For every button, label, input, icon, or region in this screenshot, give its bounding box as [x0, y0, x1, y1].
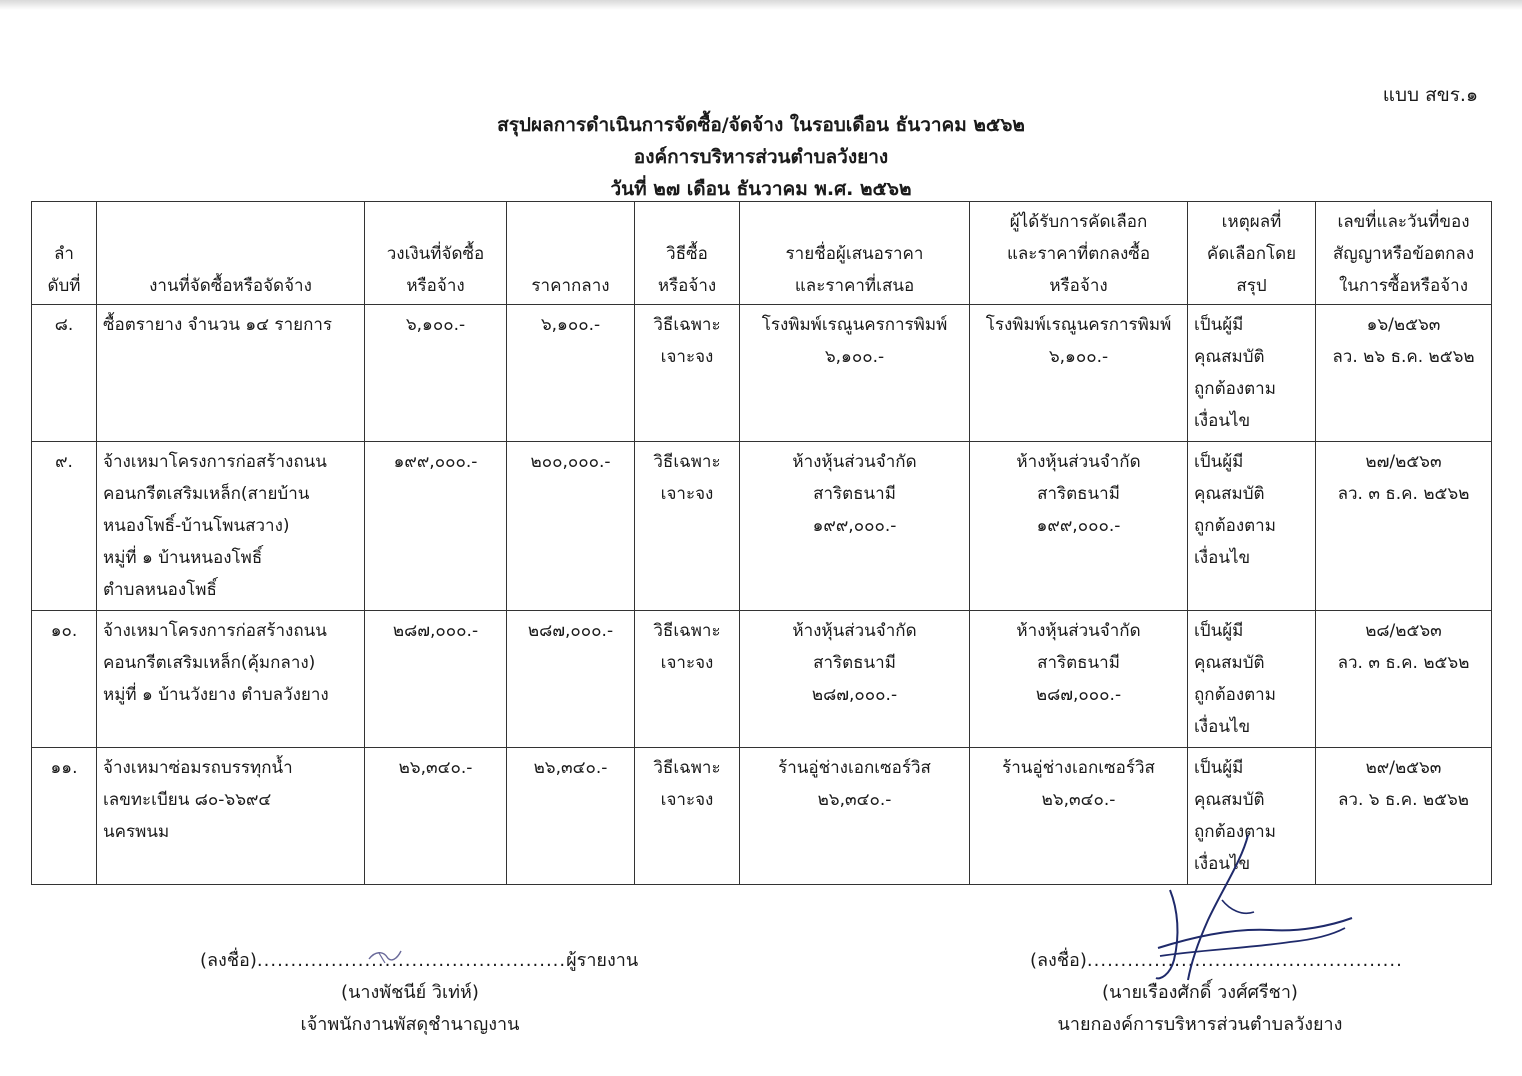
- header-reason-line: คัดเลือกโดย: [1206, 244, 1297, 264]
- item-number-line: ๑๑.: [50, 758, 78, 778]
- header-bidders-line: รายชื่อผู้เสนอราคา: [785, 244, 924, 264]
- header-selected-line: ผู้ได้รับการคัดเลือก: [1009, 212, 1148, 232]
- work-description-line: คอนกรีตเสริมเหล็ก(คุ้มกลาง): [103, 653, 316, 673]
- contract-reference-line: ๒๘/๒๕๖๓: [1365, 621, 1442, 641]
- budget-amount-line: ๑๙๙,๐๐๐.-: [393, 452, 478, 472]
- selected-vendor-line: สาริตธนามี: [1037, 653, 1120, 673]
- bidders-and-prices-line: ห้างหุ้นส่วนจำกัด: [792, 621, 917, 641]
- header-work: [97, 202, 365, 305]
- median-price-line: ๒๐๐,๐๐๐.-: [530, 452, 611, 472]
- work-description: [97, 305, 365, 442]
- reporter-position: เจ้าพนักงานพัสดุชำนาญงาน: [300, 1014, 520, 1035]
- budget-amount: [365, 442, 507, 611]
- contract-reference-line: ลว. ๒๖ ธ.ค. ๒๕๖๒: [1332, 347, 1475, 367]
- item-number-line: ๙.: [55, 452, 73, 472]
- selection-reason-line: เงื่อนไข: [1194, 548, 1251, 568]
- document-title: สรุปผลการดำเนินการจัดซื้อ/จัดจ้าง ในรอบเดือน ธันวาคม ๒๕๖๒: [497, 114, 1025, 136]
- median-price-line: ๒๖,๓๔๐.-: [533, 758, 608, 778]
- selection-reason-line: ถูกต้องตาม: [1194, 379, 1276, 399]
- bidders-and-prices-line: ร้านอู่ช่างเอกเซอร์วิส: [778, 758, 931, 778]
- selected-vendor-line: ร้านอู่ช่างเอกเซอร์วิส: [1002, 758, 1155, 778]
- header-budget-line: หรือจ้าง: [406, 276, 465, 296]
- header-reason-line: เหตุผลที่: [1221, 212, 1282, 232]
- selection-reason-line: เป็นผู้มี: [1194, 452, 1244, 472]
- header-method-line: วิธีซื้อ: [666, 244, 708, 264]
- procurement-method: [635, 611, 740, 748]
- procurement-method: [635, 748, 740, 885]
- approver-position: นายกองค์การบริหารส่วนตำบลวังยาง: [1057, 1014, 1343, 1035]
- table-row: [32, 305, 1492, 442]
- header-budget: [365, 202, 507, 305]
- document-date: วันที่ ๒๗ เดือน ธันวาคม พ.ศ. ๒๕๖๒: [610, 178, 912, 200]
- item-number: [32, 748, 97, 885]
- signature-dots: ...............................................: [1086, 950, 1403, 971]
- selection-reason-line: เป็นผู้มี: [1194, 758, 1244, 778]
- work-description: [97, 748, 365, 885]
- bidders-and-prices-line: ห้างหุ้นส่วนจำกัด: [792, 452, 917, 472]
- selection-reason-line: คุณสมบัติ: [1194, 790, 1265, 810]
- bidders-and-prices: [740, 748, 970, 885]
- median-price-line: ๒๘๗,๐๐๐.-: [527, 621, 614, 641]
- selection-reason-line: คุณสมบัติ: [1194, 347, 1265, 367]
- reporter-sign-line: [200, 945, 639, 977]
- bidders-and-prices-line: โรงพิมพ์เรณูนครการพิมพ์: [761, 315, 948, 335]
- bidders-and-prices-line: ๒๖,๓๔๐.-: [817, 790, 892, 810]
- contract-reference: [1316, 305, 1492, 442]
- procurement-table: [31, 201, 1492, 885]
- reporter-signature-block: [200, 945, 639, 1041]
- header-no-line: ดับที่: [47, 276, 81, 296]
- header-reason-line: สรุป: [1236, 276, 1267, 296]
- median-price: [507, 305, 635, 442]
- scan-edge: [0, 0, 1522, 10]
- selected-vendor: [970, 305, 1188, 442]
- selection-reason: [1188, 305, 1316, 442]
- selection-reason-line: เงื่อนไข: [1194, 717, 1251, 737]
- work-description-line: ซื้อตรายาง จำนวน ๑๔ รายการ: [103, 315, 333, 335]
- selected-vendor: [970, 611, 1188, 748]
- procurement-method-line: เจาะจง: [660, 347, 714, 367]
- procurement-method-line: วิธีเฉพาะ: [653, 758, 721, 778]
- bidders-and-prices-line: สาริตธนามี: [813, 653, 896, 673]
- organization-name: องค์การบริหารส่วนตำบลวังยาง: [633, 146, 889, 168]
- median-price: [507, 748, 635, 885]
- contract-reference: [1316, 611, 1492, 748]
- handwritten-signature: [1130, 830, 1360, 990]
- median-price: [507, 611, 635, 748]
- selected-vendor-line: ๒๘๗,๐๐๐.-: [1035, 685, 1122, 705]
- contract-reference-line: ๑๖/๒๕๖๓: [1366, 315, 1441, 335]
- selection-reason-line: เงื่อนไข: [1194, 854, 1251, 874]
- work-description-line: คอนกรีตเสริมเหล็ก(สายบ้าน: [103, 484, 310, 504]
- contract-reference-line: ลว. ๓ ธ.ค. ๒๕๖๒: [1337, 484, 1470, 504]
- header-contract: [1316, 202, 1492, 305]
- bidders-and-prices: [740, 611, 970, 748]
- selection-reason-line: เป็นผู้มี: [1194, 315, 1244, 335]
- procurement-method-line: วิธีเฉพาะ: [653, 621, 721, 641]
- header-selected: [970, 202, 1188, 305]
- selection-reason-line: เป็นผู้มี: [1194, 621, 1244, 641]
- procurement-method-line: เจาะจง: [660, 653, 714, 673]
- header-selected-line: และราคาที่ตกลงซื้อ: [1006, 244, 1151, 264]
- selection-reason-line: คุณสมบัติ: [1194, 484, 1265, 504]
- contract-reference-line: ลว. ๓ ธ.ค. ๒๕๖๒: [1337, 653, 1470, 673]
- sign-prefix: (ลงชื่อ): [1030, 950, 1087, 971]
- procurement-method: [635, 305, 740, 442]
- work-description-line: จ้างเหมาโครงการก่อสร้างถนน: [103, 621, 327, 641]
- header-method: [635, 202, 740, 305]
- table-row: [32, 611, 1492, 748]
- selection-reason: [1188, 611, 1316, 748]
- sign-prefix: (ลงชื่อ): [200, 950, 257, 971]
- bidders-and-prices: [740, 442, 970, 611]
- reporter-role: ผู้รายงาน: [566, 950, 639, 971]
- work-description: [97, 611, 365, 748]
- work-description-line: หนองโพธิ์-บ้านโพนสวาง): [103, 516, 290, 536]
- bidders-and-prices-line: ๑๙๙,๐๐๐.-: [812, 516, 897, 536]
- procurement-method: [635, 442, 740, 611]
- item-number: [32, 305, 97, 442]
- header-row: [32, 202, 1492, 305]
- work-description-line: จ้างเหมาซ่อมรถบรรทุกน้ำ: [103, 758, 293, 778]
- selected-vendor-line: ห้างหุ้นส่วนจำกัด: [1016, 621, 1141, 641]
- item-number-line: ๘.: [54, 315, 74, 335]
- item-number: [32, 442, 97, 611]
- selected-vendor-line: โรงพิมพ์เรณูนครการพิมพ์: [985, 315, 1172, 335]
- contract-reference: [1316, 442, 1492, 611]
- selected-vendor: [970, 442, 1188, 611]
- bidders-and-prices-line: ๒๘๗,๐๐๐.-: [811, 685, 898, 705]
- table-row: [32, 442, 1492, 611]
- selection-reason-line: ถูกต้องตาม: [1194, 516, 1276, 536]
- header-contract-line: ในการซื้อหรือจ้าง: [1339, 276, 1468, 296]
- work-description-line: หมู่ที่ ๑ บ้านหนองโพธิ์: [103, 548, 263, 568]
- header-median: [507, 202, 635, 305]
- header-bidders-line: และราคาที่เสนอ: [794, 276, 915, 296]
- procurement-method-line: เจาะจง: [660, 484, 714, 504]
- selected-vendor-line: สาริตธนามี: [1037, 484, 1120, 504]
- header-work-line: งานที่จัดซื้อหรือจัดจ้าง: [149, 276, 312, 296]
- budget-amount-line: ๒๖,๓๔๐.-: [398, 758, 473, 778]
- median-price: [507, 442, 635, 611]
- budget-amount: [365, 611, 507, 748]
- selection-reason-line: ถูกต้องตาม: [1194, 822, 1276, 842]
- header-no-line: ลำ: [54, 244, 74, 264]
- budget-amount-line: ๖,๑๐๐.-: [405, 315, 466, 335]
- header-budget-line: วงเงินที่จัดซื้อ: [386, 244, 485, 264]
- header-method-line: หรือจ้าง: [657, 276, 717, 296]
- selected-vendor-line: ๑๙๙,๐๐๐.-: [1036, 516, 1121, 536]
- procurement-method-line: วิธีเฉพาะ: [653, 452, 721, 472]
- procurement-method-line: เจาะจง: [660, 790, 714, 810]
- item-number: [32, 611, 97, 748]
- work-description-line: ตำบลหนองโพธิ์: [103, 580, 217, 600]
- selection-reason-line: เงื่อนไข: [1194, 411, 1251, 431]
- bidders-and-prices-line: ๖,๑๐๐.-: [824, 347, 885, 367]
- bidders-and-prices-line: สาริตธนามี: [813, 484, 896, 504]
- header-reason: [1188, 202, 1316, 305]
- contract-reference-line: ๒๗/๒๕๖๓: [1365, 452, 1442, 472]
- header-contract-line: เลขที่และวันที่ของ: [1337, 212, 1470, 232]
- procurement-method-line: วิธีเฉพาะ: [653, 315, 721, 335]
- selected-vendor-line: ๒๖,๓๔๐.-: [1041, 790, 1116, 810]
- contract-reference-line: ลว. ๖ ธ.ค. ๒๕๖๒: [1338, 790, 1469, 810]
- signature-dots: ..............................................: [256, 950, 567, 971]
- selection-reason-line: คุณสมบัติ: [1194, 653, 1265, 673]
- selected-vendor-line: ๖,๑๐๐.-: [1048, 347, 1109, 367]
- bidders-and-prices: [740, 305, 970, 442]
- work-description-line: นครพนม: [103, 822, 170, 842]
- header-no: [32, 202, 97, 305]
- form-code: แบบ สขร.๑: [1382, 84, 1478, 106]
- budget-amount-line: ๒๘๗,๐๐๐.-: [392, 621, 479, 641]
- budget-amount: [365, 748, 507, 885]
- budget-amount: [365, 305, 507, 442]
- approver-name: (นายเรืองศักดิ์ วงศ์ศรีชา): [1102, 982, 1298, 1003]
- header-selected-line: หรือจ้าง: [1049, 276, 1108, 296]
- selection-reason: [1188, 442, 1316, 611]
- reporter-name: (นางพัชนีย์ วิเท่ห์): [341, 982, 479, 1003]
- work-description-line: เลขทะเบียน ๘๐-๖๖๙๔: [103, 790, 272, 810]
- header-contract-line: สัญญาหรือข้อตกลง: [1332, 244, 1475, 264]
- reporter-initial-mark: [365, 945, 405, 967]
- work-description-line: หมู่ที่ ๑ บ้านวังยาง ตำบลวังยาง: [103, 685, 329, 705]
- selected-vendor-line: ห้างหุ้นส่วนจำกัด: [1016, 452, 1141, 472]
- median-price-line: ๖,๑๐๐.-: [540, 315, 601, 335]
- selection-reason-line: ถูกต้องตาม: [1194, 685, 1276, 705]
- item-number-line: ๑๐.: [50, 621, 78, 641]
- contract-reference-line: ๒๙/๒๕๖๓: [1365, 758, 1442, 778]
- work-description-line: จ้างเหมาโครงการก่อสร้างถนน: [103, 452, 327, 472]
- work-description: [97, 442, 365, 611]
- header-bidders: [740, 202, 970, 305]
- header-median-line: ราคากลาง: [531, 276, 610, 296]
